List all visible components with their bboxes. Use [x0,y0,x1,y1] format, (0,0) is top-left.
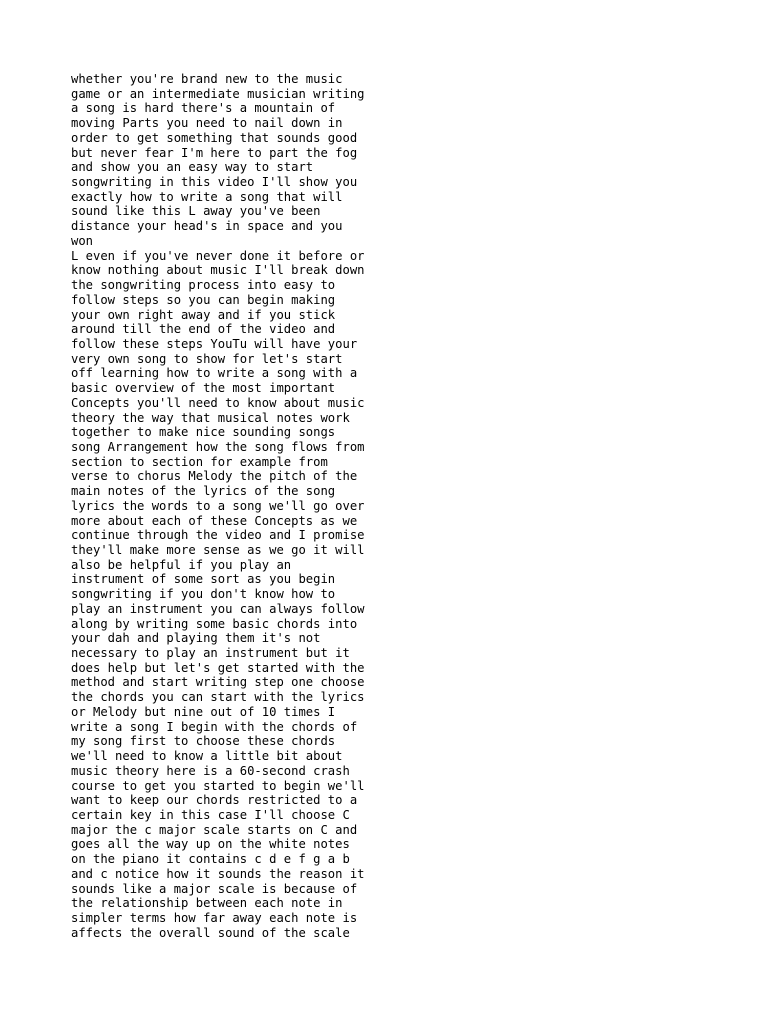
text-line: Concepts you'll need to know about music [71,395,365,410]
text-line: song Arrangement how the song flows from [71,439,365,454]
transcript-text [71,72,411,940]
text-line: necessary to play an instrument but it [71,646,350,661]
text-line: songwriting if you don't know how to [71,587,336,602]
text-line: we'll need to know a little bit about [71,749,343,764]
text-line: follow these steps YouTu will have your [71,336,358,351]
text-line: on the piano it contains c d e f g a b [71,852,350,867]
text-line: also be helpful if you play an [71,557,292,572]
text-line: around till the end of the video and [71,322,336,337]
text-line: method and start writing step one choose [71,675,365,690]
text-line: basic overview of the most important [71,381,336,396]
text-line: won [71,233,94,248]
text-line: or Melody but nine out of 10 times I [71,704,336,719]
text-line: L even if you've never done it before or [71,248,365,263]
text-line: but never fear I'm here to part the fog [71,145,358,160]
text-line: a song is hard there's a mountain of [71,101,336,116]
text-line: off learning how to write a song with a [71,366,358,381]
text-line: music theory here is a 60-second crash [71,763,350,778]
text-line: your own right away and if you stick [71,307,336,322]
text-line: simpler terms how far away each note is [71,910,358,925]
text-line: and show you an easy way to start [71,160,314,175]
text-line: distance your head's in space and you [71,219,343,234]
text-line: game or an intermediate musician writing [71,86,365,101]
text-line: exactly how to write a song that will [71,189,343,204]
text-line: want to keep our chords restricted to a [71,793,358,808]
text-line: order to get something that sounds good [71,130,358,145]
text-line: main notes of the lyrics of the song [71,484,336,499]
text-line: goes all the way up on the white notes [71,837,350,852]
text-line: they'll make more sense as we go it will [71,543,365,557]
text-line: the relationship between each note in [71,896,343,911]
text-line: and c notice how it sounds the reason it [71,866,365,881]
text-line: course to get you started to begin we'll [71,778,365,793]
text-line: know nothing about music I'll break down [71,263,365,278]
text-line: continue through the video and I promise [71,528,365,543]
text-line: my song first to choose these chords [71,734,336,749]
text-line: lyrics the words to a song we'll go over [71,498,365,513]
text-line: write a song I begin with the chords of [71,719,358,734]
text-line: very own song to show for let's start [71,351,343,366]
text-line: along by writing some basic chords into [71,616,358,631]
text-line: instrument of some sort as you begin [71,572,336,587]
text-line: songwriting in this video I'll show you [71,175,358,190]
text-line: sound like this L away you've been [71,204,321,219]
text-line: follow steps so you can begin making [71,292,336,307]
text-line: does help but let's get started with the [71,660,365,675]
text-line: moving Parts you need to nail down in [71,116,343,131]
text-line: affects the overall sound of the scale [71,925,350,940]
text-line: certain key in this case I'll choose C [71,807,350,822]
text-line: sounds like a major scale is because of [71,881,358,896]
text-line: the songwriting process into easy to [71,278,336,293]
text-line: play an instrument you can always follow [71,601,365,616]
text-line: together to make nice sounding songs [71,425,336,440]
text-line: theory the way that musical notes work [71,410,350,425]
text-line: verse to chorus Melody the pitch of the [71,469,358,484]
text-line: whether you're brand new to the music [71,72,343,86]
text-line: more about each of these Concepts as we [71,513,358,528]
text-line: major the c major scale starts on C and [71,822,358,837]
text-line: the chords you can start with the lyrics [71,690,365,705]
text-line: section to section for example from [71,454,328,469]
text-line: your dah and playing them it's not [71,631,321,646]
